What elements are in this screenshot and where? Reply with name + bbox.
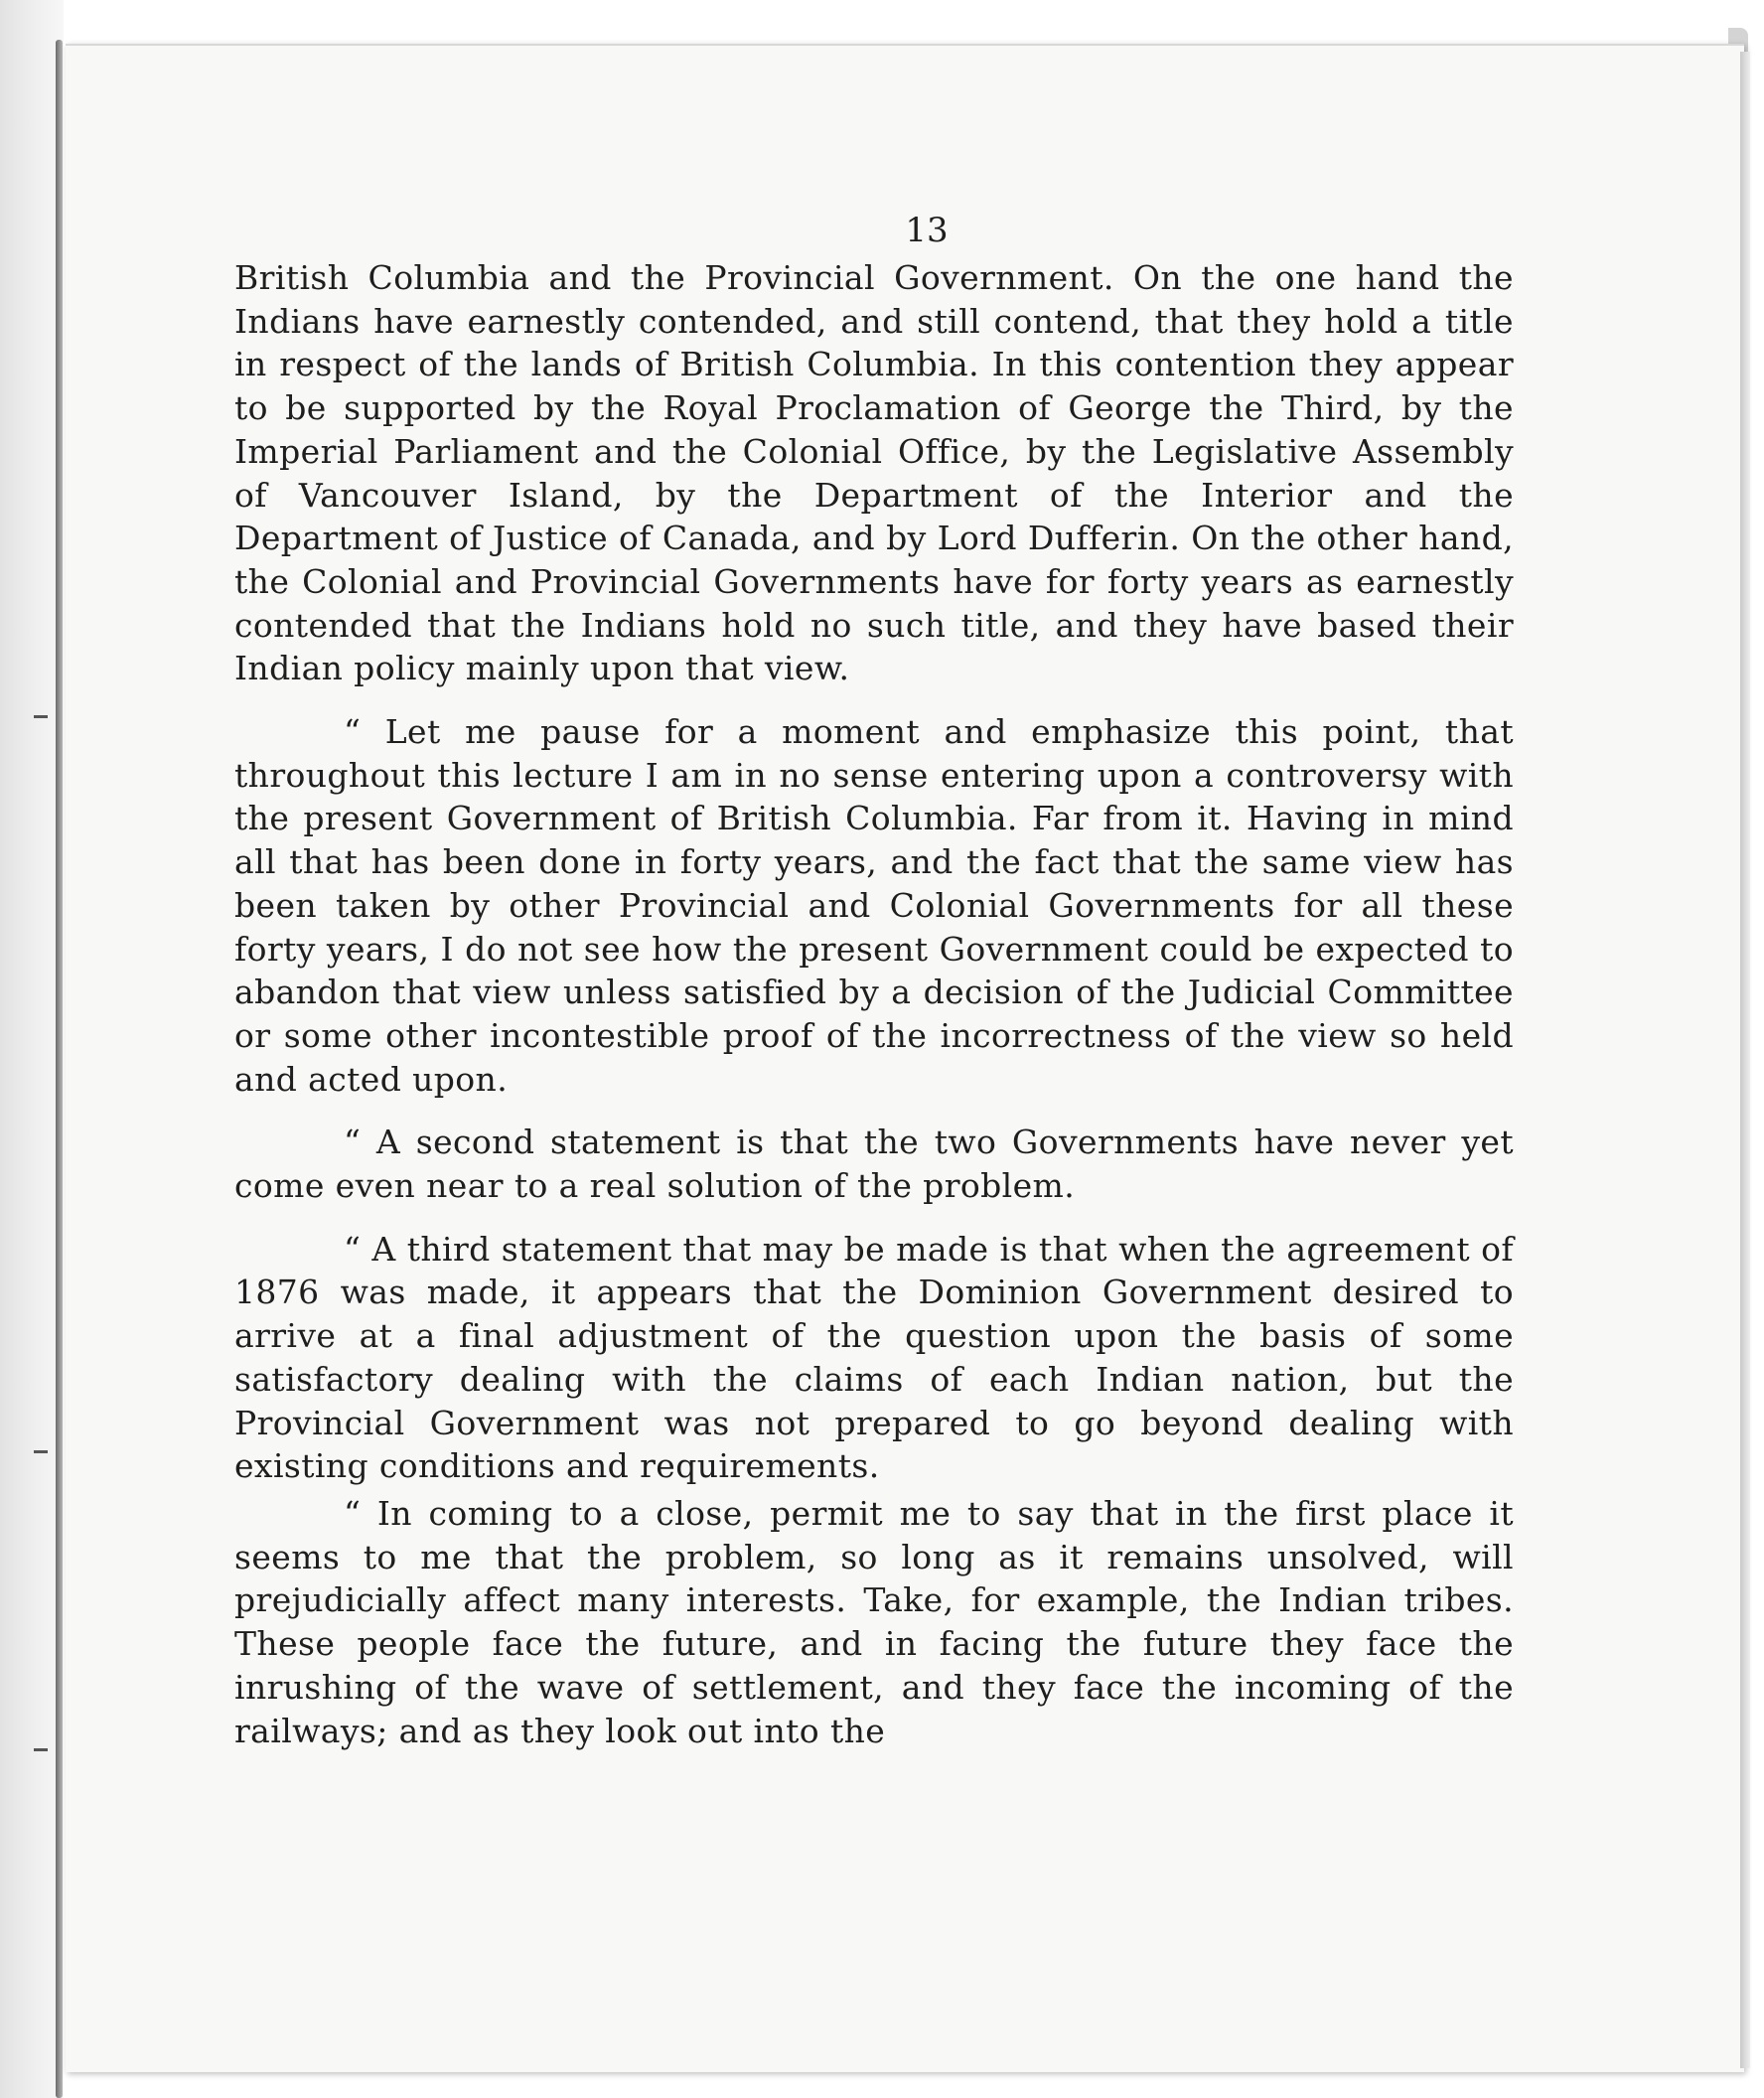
paragraph: “ A third statement that may be made is that when the agreement of 1876 was made, it appears that the Dominion Government desired to arrive at a final adjustment of the question upon the basis of some satisfactory dealing with the claims of each Indian nation, but the Provincial Government was not prepared to go beyond dealing with existing conditions and requirements. [234, 1229, 1514, 1486]
binding-mark [34, 1748, 48, 1751]
body-text [234, 256, 1514, 1752]
paragraph: “ In coming to a close, permit me to say that in the first place it seems to me that the problem, so long as it remains unsolved, will prejudicially affect many interests. Take, for example, the Indian tribes. These people face the future, and in facing the future they face the inrushing of the wave of settlement, and they face the incoming of the railways; and as they look out into the [234, 1493, 1514, 1750]
paragraph: “ Let me pause for a moment and emphasize this point, that throughout this lecture I am in no sense entering upon a controversy with the present Government of British Columbia. Far from it. Having in mind all that has been done in forty years, and the fact that the same view has been taken by other Provincial and Colonial Governments for all these forty years, I do not see how the present Government could be expected to abandon that view unless satisfied by a decision of the Judicial Committee or some other incontestible proof of the incorrectness of the view so held and acted upon. [234, 712, 1514, 1099]
binding-line [56, 40, 63, 2098]
binding-mark [34, 715, 48, 718]
paragraph: British Columbia and the Provincial Government. On the one hand the Indians have earnestly contended, and still contend, that they hold a title in respect of the lands of British Columbia. In this contention they appear to be supported by the Royal Proclamation of George the Third, by the Imperial Parliament and the Colonial Office, by the Legislative Assembly of Vancouver Island, by the Department of the Interior and the Department of Justice of Canada, and by Lord Dufferin. On the other hand, the Colonial and Provincial Governments have for forty years as earnestly contended that the Indians hold no such title, and they have based their Indian policy mainly upon that view. [234, 258, 1514, 688]
page-number-text: 13 [905, 211, 949, 250]
sheet-edge [1740, 52, 1750, 2068]
paragraph: “ A second statement is that the two Governments have never yet come even near to a real solution of the problem. [234, 1123, 1514, 1206]
page-number [0, 211, 1764, 250]
binding-mark [34, 1450, 48, 1453]
binding-edge [0, 0, 64, 2098]
